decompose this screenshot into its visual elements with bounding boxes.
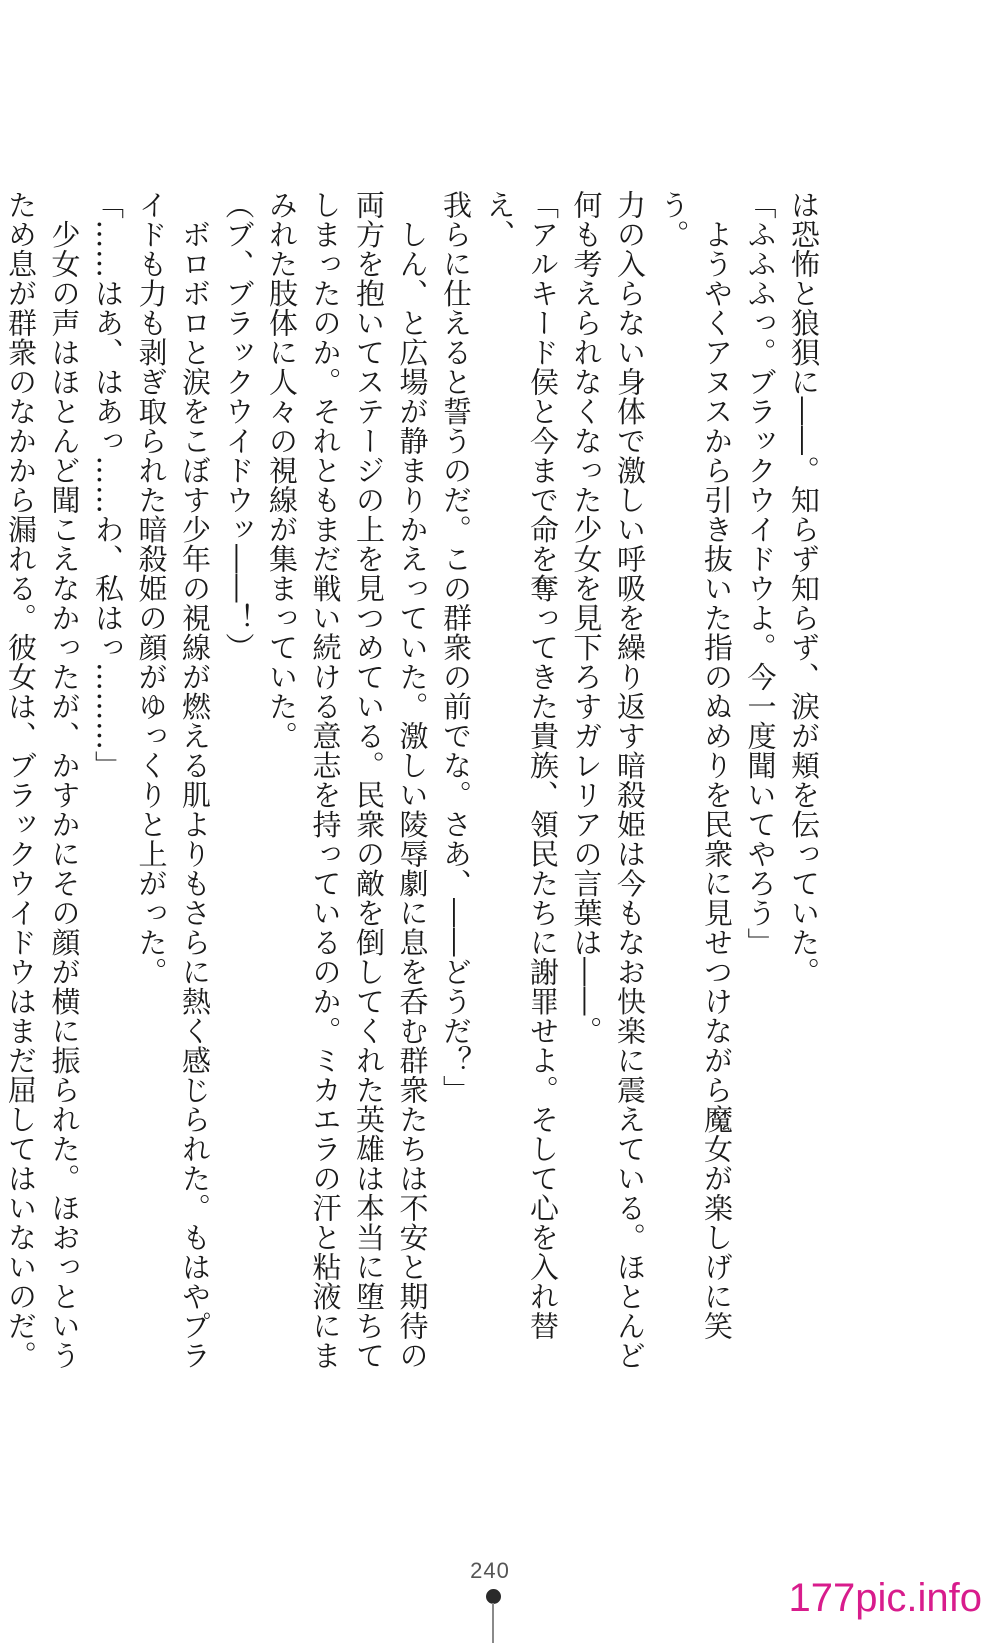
marker-line [492,1603,494,1643]
text-line-11: みれた肢体に人々の視線が集まっていた。 [265,190,299,751]
text-line-14: イドも力も剥ぎ取られた暗殺姫の顔がゆっくりと上がった。 [134,190,169,987]
text-line-3: ようやくアヌスから引き抜いた指のぬめりを民衆に見せつけながら魔女が楽しげに笑う。 [656,190,734,1341]
text-line-13: ボロボロと涙をこぼす少年の視線が燃える肌よりもさらに熱く感じられた。もはやプラ [178,190,212,1370]
text-line-2: 「ふふふっ。ブラックウイドウよ。今一度聞いてやろう」 [743,190,778,957]
text-line-10: しまったのか。それともまだ戦い続ける意志を持っているのか。ミカエラの汗と粘液にま [308,190,343,1370]
text-line-12: （ブ、ブラックウイドウッ――！） [221,190,256,662]
text-line-16: 少女の声はほとんど聞こえなかったが、かすかにその顔が横に振られた。ほおっという [47,190,82,1370]
text-line-15: 「……はあ、はあっ……わ、私はっ………」 [91,190,125,780]
text-line-9: 両方を抱いてステージの上を見つめている。民衆の敵を倒してくれた英雄は本当に堕ちて [352,190,386,1370]
watermark-text: 177pic.info [788,1576,982,1620]
page-marker-icon [486,1589,498,1649]
vertical-text-body [0,190,825,1370]
marker-dot [486,1589,501,1604]
text-line-1: は恐怖と狼狽に――。知らず知らず、涙が頬を伝っていた。 [787,190,821,987]
text-line-17: ため息が群衆のなかから漏れる。彼女は、ブラックウイドウはまだ屈してはいないのだ。 [4,190,38,1370]
text-line-4: 力の入らない身体で激しい呼吸を繰り返す暗殺姫は今もなお快楽に震えている。ほとんど [613,190,647,1370]
page-number: 240 [470,1558,510,1583]
text-line-8: しん、と広場が静まりかえっていた。激しい陵辱劇に息を呑む群衆たちは不安と期待の [395,190,430,1370]
text-line-6: 「アルキード侯と今まで命を奪ってきた貴族、領民たちに謝罪せよ。そして心を入れ替え、 [482,190,560,1341]
text-line-7: 我らに仕えると誓うのだ。この群衆の前でな。さあ、――どうだ？」 [439,190,473,1105]
text-line-5: 何も考えられなくなった少女を見下ろすガレリアの言葉は――。 [569,190,604,1046]
